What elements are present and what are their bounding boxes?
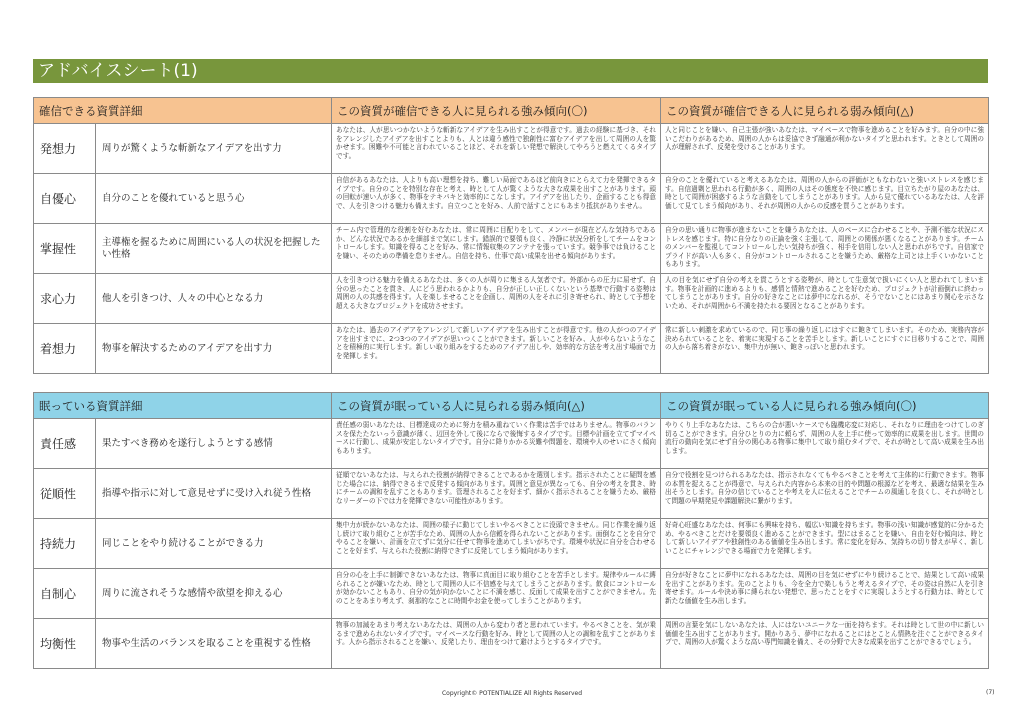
dormant-traits-table: [33, 392, 989, 669]
table-row: [34, 324, 989, 374]
trait-summary: 他人を引きつけ、人々の中心となる力: [96, 274, 332, 324]
trait-summary: 同じことをやり続けることができる力: [96, 519, 332, 569]
trait-name: 求心力: [34, 274, 96, 324]
trait-name: 責任感: [34, 419, 96, 469]
strength-description: 周囲の言葉を気にしないあなたは、人にはないユニークな一面を持ちます。それは時として世の中に新しい価値を生み出すことがあります。開かりあう、夢中になれることにはとことん情熱を注ぐことができるタイプで、周囲の人が驚くような高い専門知識を備え、その分野で大きな成果を出すことができるでしょう。: [665, 621, 984, 647]
table-row: [34, 174, 989, 224]
table-row: [34, 469, 989, 519]
table-row: [34, 224, 989, 274]
header-strength-tendency: この資質が眠っている人に見られる強み傾向(〇): [661, 393, 989, 419]
header-trait-detail: 確信できる資質詳細: [34, 98, 332, 124]
trait-name: 自制心: [34, 569, 96, 619]
header-trait-detail: 眠っている資質詳細: [34, 393, 332, 419]
trait-summary: 周りが驚くような斬新なアイデアを出す力: [96, 124, 332, 174]
strength-description: 自分が好きなことに夢中になれるあなたは、周囲の目を気にせずにやり続けることで、結果として高い成果を出すことがあります。先のことよりも、今を全力で楽しもうと考えるタイプで、その姿は自然に人を引き寄せます。ルールや決め事に縛られない発想で、思ったことをすぐに実現しようとする行動力は、時として新たな価値を生み出します。: [665, 571, 984, 605]
strength-description: 自信があるあなたは、人よりも高い理想を持ち、難しい局面であるほど前向きにとらえて力を発揮できるタイプです。自分のことを特別な存在と考え、時として人が驚くような大きな成果を出すことがあります。頭の回転が速い人が多く、物事をテキパキと効率的にこなします。アイデアを出したり、企画することも得意で、人を引きつける魅力も備えます。自立つことを好み、人前で話すことにもあまり抵抗がありません。: [336, 176, 656, 210]
page-title: アドバイスシート(1): [33, 59, 988, 83]
header-weakness-tendency: この資質が眠っている人に見られる弱み傾向(△): [332, 393, 661, 419]
weakness-description: 自分の思い通りに物事が進まないことを嫌うあなたは、人のペースに合わせることや、予測不能な状況にストレスを感じます。特に自分なりの正論を強く主張して、周囲との関係が悪くなることがあります。チームのメンバーを監視してコントロールしたい気持ちが強く、相手を信用しない人と思われがちです。自信家でプライドが高い人も多く、自分がコントロールされることを嫌うため、厳格な上司とは上手くいかないこともあります。: [665, 226, 984, 269]
weakness-description: 集中力が続かないあなたは、周囲の様子に動じてしまいやるべきことに没頭できません。同じ作業を繰り返し続けて取り組むことが苦手なため、周囲の人から信頼を得られないことがあります。面倒なことを自分でやることを嫌い、計画を立てずに気分に任せて物事を進めてしまいがちです。環境や状況に自分を合わせることを好まず、与えられた役割に納得できずに反発してしまう傾向があります。: [336, 521, 656, 555]
weakness-description: 従順でないあなたは、与えられた役割が納得できることであるかを選別します。指示されたことに疑問を感じた場合には、納得できるまで反発する傾向があります。周囲と意見が異なっても、自分の考えを貫き、時にチームの調和を乱すこともあります。管理されることを好まず、細かく指示されることを嫌うため、厳格なリーダーの下では力を発揮できない可能性があります。: [336, 471, 656, 505]
strength-description: あなたは、過去のアイデアをアレンジして新しいアイデアを生み出すことが得意です。他の人がつのアイデアを出すまでに、2つ3つのアイデアが思いつくことができます。新しいことを好み、人がやらないようなことを積極的に実行します。新しい取り組みをするためのアイデア出しや、効率的な方法を考え出す場面で力を発揮します。: [336, 326, 656, 360]
trait-name: 均衡性: [34, 619, 96, 669]
page-number: (7): [986, 689, 995, 696]
trait-name: 発想力: [34, 124, 96, 174]
table-row: [34, 124, 989, 174]
header-strength-tendency: この資質が確信できる人に見られる強み傾向(〇): [332, 98, 661, 124]
weakness-description: 物事の加減をあまり考えないあなたは、周囲の人から変わり者と思われています。やるべきことを、気が乗るまで進められないタイプです。マイペースな行動を好み、時として周囲の人との調和を乱すことがあります。人から指示されることを嫌い、反発したり、理由をつけて避けようとするタイプです。: [336, 621, 656, 647]
trait-summary: 自分のことを優れていると思う心: [96, 174, 332, 224]
trait-name: 着想力: [34, 324, 96, 374]
trait-summary: 物事を解決するためのアイデアを出す力: [96, 324, 332, 374]
trait-summary: 指導や指示に対して意見せずに受け入れ従う性格: [96, 469, 332, 519]
strength-description: 好奇心旺盛なあなたは、何事にも興味を持ち、幅広い知識を持ちます。物事の浅い知識が感覚的に分かるため、やるべきことだけを要領良く進めることができます。型にはまることを嫌い、自由を好む傾向は、時として新しいアイデアや独創性のある価値を生み出します。常に変化を好み、気持ちの切り替えが早く、新しいことにチャレンジできる場面で力を発揮します。: [665, 521, 984, 555]
trait-summary: 物事や生活のバランスを取ることを重視する性格: [96, 619, 332, 669]
weakness-description: 自分のことを優れていると考えるあなたは、周囲の人からの評価がともなわないと強いストレスを感じます。自信過剰と思われる行動が多く、周囲の人はその態度を不快に感じます。目立ちたがり屋のあなたは、時として周囲が困惑するような言動をしてしまうことがあります。人から見て優れているあなたは、人を評価して見てしまう傾向があり、それが周囲の人からの反感を買うことがあります。: [665, 176, 984, 210]
trait-summary: 果たすべき務めを遂行しようとする感情: [96, 419, 332, 469]
weakness-description: 人の目を気にせず自分の考えを貫こうとする姿勢が、時として生意気で扱いにくい人と思われてしまいます。物事を計画的に進めるよりも、感情と情熱で進めることを好むため、プロジェクトが計画倒れに終わってしまうことがあります。自分の好きなことには夢中になれるが、そうでないことにはあまり関心を示さないため、それが周囲から不満を持たれる要因となることがあります。: [665, 276, 984, 310]
confident-traits-table: [33, 97, 989, 374]
copyright-notice: Copyright© POTENTIALIZE All Rights Reserved: [441, 690, 583, 697]
table-row: [34, 519, 989, 569]
weakness-description: 責任感の弱いあなたは、目標達成のために努力を積み重ねていく作業は苦手ではありません。物事のバランスを保たたないっう意識が薄く、辺回を外して後にならで後悔するタイプです。目標や計画を立てずマイペースに行動し、成果が安定しないタイプです。自分に降りかかる災難や問題を、環境や人のせいにさく傾向もあります。: [336, 421, 656, 455]
header-weakness-tendency: この資質が確信できる人に見られる弱み傾向(△): [661, 98, 989, 124]
table-row: [34, 274, 989, 324]
trait-name: 従順性: [34, 469, 96, 519]
weakness-description: 自分の心を上手に制御できないあなたは、物事に真面目に取り組むことを苦手とします。規律やルールに縛られることが嫌いなため、時として周囲の人に不信感を与えてしまうことがあります。飲食にコントロールが効かないこともあり、自分の気が向かないことに不満を感じ、反面して成果を出すことができません。先のことをあまり考えず、刹那的なことに時間やお金を使ってしまうことがあります。: [336, 571, 656, 605]
table-row: [34, 419, 989, 469]
weakness-description: 常に新しい刺激を求めているので、同じ事の繰り返しにはすぐに飽きてしまいます。そのため、実務内容が決められていることを、着実に実現することを苦手とします。新しいことにすぐに目移りすることで、周囲の人から落ち着きがない、集中力が無い、飽きっぽいと思われます。: [665, 326, 984, 352]
trait-name: 掌握性: [34, 224, 96, 274]
strength-description: チーム内で管理的な役割を好むあなたは、常に周囲に目配りをして、メンバーが現在どんな気持ちであるか、どんな状況であるかを細部まで気にします。錯誤的で要領も良く、冷静に状況分析をしてチームをコントロールします。知識を得ることを好み、常に情報収集のアンテナを張っています。競争事では負けることを嫌い、そのための準備を怠りません。自信を持ち、仕事で高い成果を出せる傾向があります。: [336, 226, 656, 260]
trait-name: 自優心: [34, 174, 96, 224]
weakness-description: 人と同じことを嫌い、自己主張が強いあなたは、マイペースで物事を進めることを好みます。自分の中に強いこだわりがあるため、周囲の人からは妥協できず融通が利かないタイプと思われます。ときとして周囲の人が理解されず、反発を受けることがあります。: [665, 126, 984, 152]
table-header-row: [34, 98, 989, 124]
table-row: [34, 619, 989, 669]
table-row: [34, 569, 989, 619]
trait-name: 持続力: [34, 519, 96, 569]
table-header-row: [34, 393, 989, 419]
strength-description: やりくり上手なあなたは、こちらの合が悪いケースでも臨機応変に対応し、それなりに理由をつけてしのぎ切ることができます。自分ひとりの力に頼らず、周囲の人を上手に使って効率的に成果を出します。世間の流行の動向を気にせず自分の関心ある物事に集中して取り組むタイプで、それが時として高い成果を生み出します。: [665, 421, 984, 455]
strength-description: 人を引きつける魅力を備えるあなたは、多くの人が周りに集まる人気者です。外部からの圧力に屈せず、自分の思ったことを貫き、人にどう思われるかよりも、自分が正しい正しくないという基準で行動する姿勢は周囲の人の共感を得ます。人を楽しませることを企画し、周囲の人をそれに引き寄せられ、時として予想を超える大きなプロジェクトを成功させます。: [336, 276, 656, 310]
trait-summary: 周りに流されそうな感情や欲望を抑える心: [96, 569, 332, 619]
trait-summary: 主導権を握るために周囲にいる人の状況を把握したい性格: [96, 224, 332, 274]
strength-description: 自分で役割を見つけられるあなたは、指示されなくてもやるべきことを考えて主体的に行動できます。物事の本質を捉えることが得意で、与えられた内容から本来の目的や問題の根源などを考え、最適な結果を生み出そうとします。自分の信じていることや考えを人に伝えることでチームの風通しを良くし、それが時として問題の早期発見や課題解決に繋がります。: [665, 471, 984, 505]
strength-description: あなたは、人が思いつかないような斬新なアイデアを生み出すことが得意です。過去の経験に基づき、それをアレンジしたアイデアを出すことよりも、人とは違う感性で独創性に富むアイデアを出して周囲の人を驚かせます。困難や不可能と言われていることほど、それを新しい発想で解決してやろうと燃えてくるタイプです。: [336, 126, 656, 160]
